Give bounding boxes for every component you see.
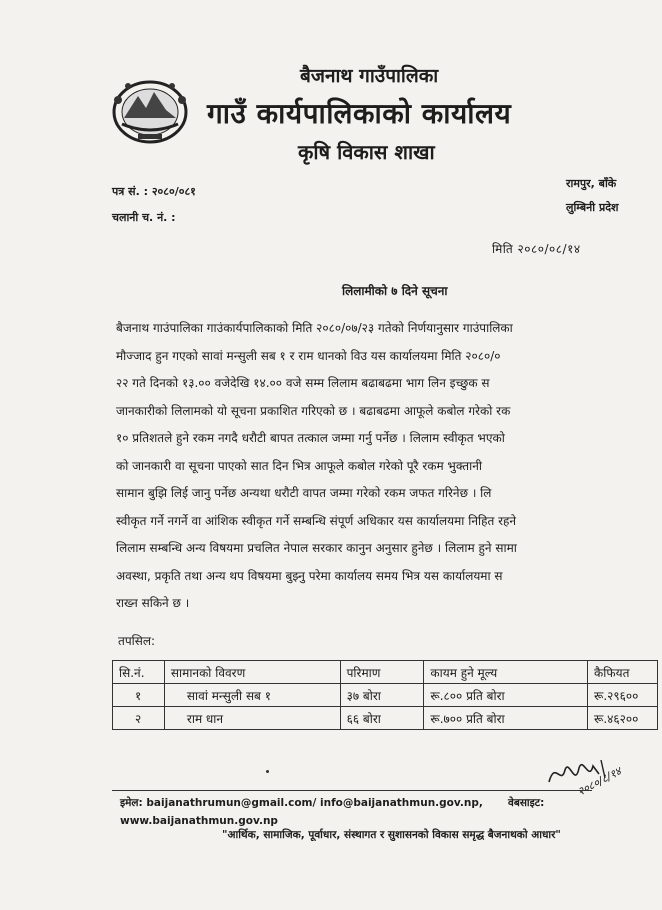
table-cell: रू.८०० प्रति बोरा <box>424 684 588 707</box>
body-line: बैजनाथ गाउंपालिका गाउंकार्यपालिकाको मिति २०८०/०७/२३ गतेको निर्णयानुसार गाउंपालिका <box>116 321 513 335</box>
notice-date: मिति २०८०/०८/१४ <box>492 242 581 256</box>
table-header-cell: सि.नं. <box>113 661 165 684</box>
section-name: कृषि विकास शाखा <box>298 140 435 164</box>
body-line: स्वीकृत गर्ने नगर्ने वा आंशिक स्वीकृत गर्ने सम्बन्धि संपूर्ण अधिकार यस कार्यालयमा निहित रहने <box>116 513 517 528</box>
notice-title: लिलामीको ७ दिने सूचना <box>342 284 448 298</box>
nepal-emblem-icon <box>108 74 192 148</box>
body-line: लिलाम सम्बन्धि अन्य विषयमा प्रचलित नेपाल सरकार कानुन अनुसार हुनेछ । लिलाम हुने सामा <box>116 541 517 555</box>
footer-email: इमेल: baijanathrumun@gmail.com/ info@baijanathmun.gov.np, <box>120 797 483 809</box>
address-line-1: रामपुर, बाँके <box>566 177 617 190</box>
chalani-number: चलानी च. नं. : <box>112 211 176 224</box>
table-row <box>113 707 658 730</box>
office-name: गाउँ कार्यपालिकाको कार्यालय <box>207 97 512 130</box>
table-cell: राम धान <box>164 707 340 730</box>
body-line: १० प्रतिशतले हुने रकम नगदै धरौटी बापत तत्काल जम्मा गर्नु पर्नेछ । लिलाम स्वीकृत भएको <box>116 431 505 445</box>
ink-speck <box>266 770 269 773</box>
body-line: राख्न सकिने छ । <box>116 596 190 610</box>
table-header-cell: कैफियत <box>588 661 658 684</box>
footer-slogan: "आर्थिक, सामाजिक, पूर्वाधार, संस्थागत र सुशासनको विकास समृद्ध बैजनाथको आधार" <box>222 829 561 841</box>
footer-divider <box>112 790 592 791</box>
patra-sankhya: पत्र सं. : २०८०/०८१ <box>112 185 196 198</box>
body-line: सामान बुझि लिई जानु पर्नेछ अन्यथा धरौटी वापत जम्मा गरेको रकम जफत गरिनेछ । लि <box>116 486 492 500</box>
body-line: अवस्था, प्रकृति तथा अन्य थप विषयमा बुझ्नु परेमा कार्यालय समय भित्र यस कार्यालयमा स <box>116 568 503 583</box>
signature-date: २०८०/८/१४ <box>575 764 624 799</box>
address-line-2: लुम्बिनी प्रदेश <box>566 201 619 214</box>
table-cell: ३७ बोरा <box>340 684 424 707</box>
tapasil-label: तपसिल: <box>118 634 156 648</box>
table-cell: रू.२९६०० <box>588 684 658 707</box>
table-cell: ६६ बोरा <box>340 707 424 730</box>
body-line: को जानकारी वा सूचना पाएको सात दिन भित्र आफूले कबोल गरेको पूरै रकम भुक्तानी <box>116 458 483 473</box>
table-row <box>113 684 658 707</box>
notice-body <box>116 315 656 618</box>
org-name: बैजनाथ गाउँपालिका <box>300 65 439 87</box>
body-line: २२ गते दिनको १३.०० वजेदेखि १४.०० वजे सम्म लिलाम बढाबढमा भाग लिन इच्छुक स <box>116 376 490 390</box>
table-header-cell: परिमाण <box>340 661 424 684</box>
table-cell: सावां मन्सुली सब १ <box>164 684 340 707</box>
table-cell: २ <box>113 707 165 730</box>
body-line: जानकारीको लिलामको यो सूचना प्रकाशित गरिएको छ । बढाबढमा आफूले कबोल गरेको रक <box>116 403 511 418</box>
footer-website-label: वेबसाइट: <box>508 797 545 809</box>
body-line: मौज्जाद हुन गएको सावां मन्सुली सब १ र राम धानको विउ यस कार्यालयमा मिति २०८०/० <box>116 348 501 363</box>
table-cell: रू.७०० प्रति बोरा <box>424 707 588 730</box>
table-cell: रू.४६२०० <box>588 707 658 730</box>
table-header-cell: कायम हुने मूल्य <box>424 661 588 684</box>
table-cell: १ <box>113 684 165 707</box>
items-table <box>112 660 658 730</box>
table-header-cell: सामानको विवरण <box>164 661 340 684</box>
footer-website: www.baijanathmun.gov.np <box>120 815 278 827</box>
table-header-row <box>113 661 658 684</box>
